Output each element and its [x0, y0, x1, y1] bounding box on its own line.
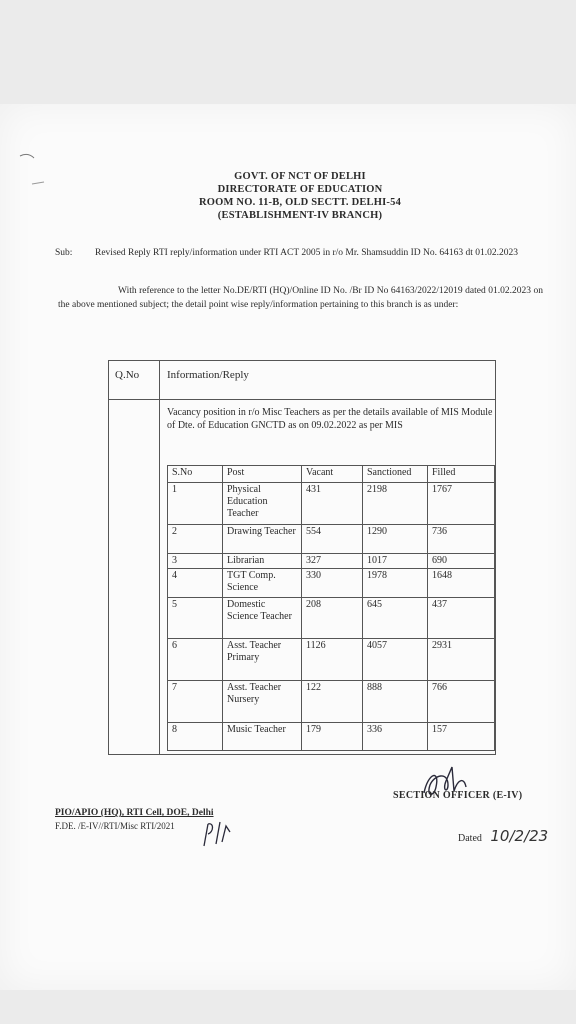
cell-post: Music Teacher — [223, 722, 302, 750]
signatory-title: SECTION OFFICER (E-IV) — [393, 790, 523, 801]
table-row — [168, 483, 495, 525]
cell-post: Asst. Teacher Primary — [223, 639, 302, 681]
th-post: Post — [223, 466, 302, 483]
header-line-room: ROOM NO. 11-B, OLD SECTT. DELHI-54 — [198, 197, 402, 208]
vacancy-table-header — [168, 466, 495, 483]
reference-text: With reference to the letter No.DE/RTI (HQ)/Online ID No. /Br ID No 64163/2022/12019 dated 01.02.2023 on the above mentioned subject; the detail point wise reply/information pertaining to this branch is as under: — [58, 286, 543, 310]
table-row — [168, 554, 495, 569]
cell-post: Asst. Teacher Nursery — [223, 680, 302, 722]
cell-filled: 690 — [428, 554, 495, 569]
cell-sno: 6 — [168, 639, 223, 681]
cell-sanctioned: 888 — [363, 680, 428, 722]
cell-sanctioned: 1978 — [363, 569, 428, 597]
cell-sanctioned: 645 — [363, 597, 428, 639]
cell-sno: 5 — [168, 597, 223, 639]
cell-post: Physical Education Teacher — [223, 483, 302, 525]
cell-sanctioned: 1017 — [363, 554, 428, 569]
cell-vacant: 327 — [302, 554, 363, 569]
dated-value: 10/2/23 — [490, 827, 549, 845]
cell-filled: 1648 — [428, 569, 495, 597]
th-sanctioned: Sanctioned — [363, 466, 428, 483]
dated-label — [458, 827, 548, 845]
cell-sno: 4 — [168, 569, 223, 597]
cell-post: Drawing Teacher — [223, 524, 302, 553]
handwritten-initials — [200, 818, 245, 850]
cell-vacant: 179 — [302, 722, 363, 750]
table-row — [168, 722, 495, 750]
col-information: Information/Reply — [167, 369, 249, 381]
scan-mark — [18, 150, 48, 190]
cell-sno: 8 — [168, 722, 223, 750]
reply-table-divider — [159, 361, 160, 754]
table-row — [168, 639, 495, 681]
cell-sno: 2 — [168, 524, 223, 553]
vacancy-text: Vacancy position in r/o Misc Teachers as per the details available of MIS Module of Dte. of Education GNCTD as on 09.02.2022 as per MIS — [167, 407, 493, 431]
cell-vacant: 1126 — [302, 639, 363, 681]
subject-label: Sub: — [55, 248, 73, 258]
cell-filled: 1767 — [428, 483, 495, 525]
cell-vacant: 330 — [302, 569, 363, 597]
subject-text: Revised Reply RTI reply/information under RTI ACT 2005 in r/o Mr. Shamsuddin ID No. 64163 dt 01.02.2023 — [95, 248, 518, 258]
header-line-directorate: DIRECTORATE OF EDUCATION — [217, 184, 383, 195]
reply-table — [108, 360, 496, 755]
header-line-govt: GOVT. OF NCT OF DELHI — [234, 171, 366, 182]
table-row — [168, 569, 495, 597]
cell-vacant: 122 — [302, 680, 363, 722]
cell-vacant: 431 — [302, 483, 363, 525]
cell-sno: 1 — [168, 483, 223, 525]
cell-sanctioned: 1290 — [363, 524, 428, 553]
cell-post: Librarian — [223, 554, 302, 569]
cell-sno: 3 — [168, 554, 223, 569]
cell-post: Domestic Science Teacher — [223, 597, 302, 639]
cell-filled: 157 — [428, 722, 495, 750]
col-qno: Q.No — [115, 369, 140, 381]
cell-sanctioned: 336 — [363, 722, 428, 750]
header-line-branch: (ESTABLISHMENT-IV BRANCH) — [217, 210, 383, 221]
reference-paragraph — [58, 285, 543, 312]
cell-post: TGT Comp. Science — [223, 569, 302, 597]
pio-address: PIO/APIO (HQ), RTI Cell, DOE, Delhi — [55, 808, 214, 818]
table-row — [168, 597, 495, 639]
cell-sanctioned: 4057 — [363, 639, 428, 681]
vacancy-table — [167, 465, 495, 751]
table-row — [168, 680, 495, 722]
cell-filled: 2931 — [428, 639, 495, 681]
cell-sanctioned: 2198 — [363, 483, 428, 525]
cell-vacant: 208 — [302, 597, 363, 639]
th-filled: Filled — [428, 466, 495, 483]
table-row — [168, 524, 495, 553]
cell-filled: 766 — [428, 680, 495, 722]
file-number: F.DE. /E-IV//RTI/Misc RTI/2021 — [55, 821, 175, 831]
th-vacant: Vacant — [302, 466, 363, 483]
cell-filled: 736 — [428, 524, 495, 553]
dated-text: Dated — [458, 833, 482, 844]
cell-sno: 7 — [168, 680, 223, 722]
cell-filled: 437 — [428, 597, 495, 639]
th-sno: S.No — [168, 466, 223, 483]
cell-vacant: 554 — [302, 524, 363, 553]
